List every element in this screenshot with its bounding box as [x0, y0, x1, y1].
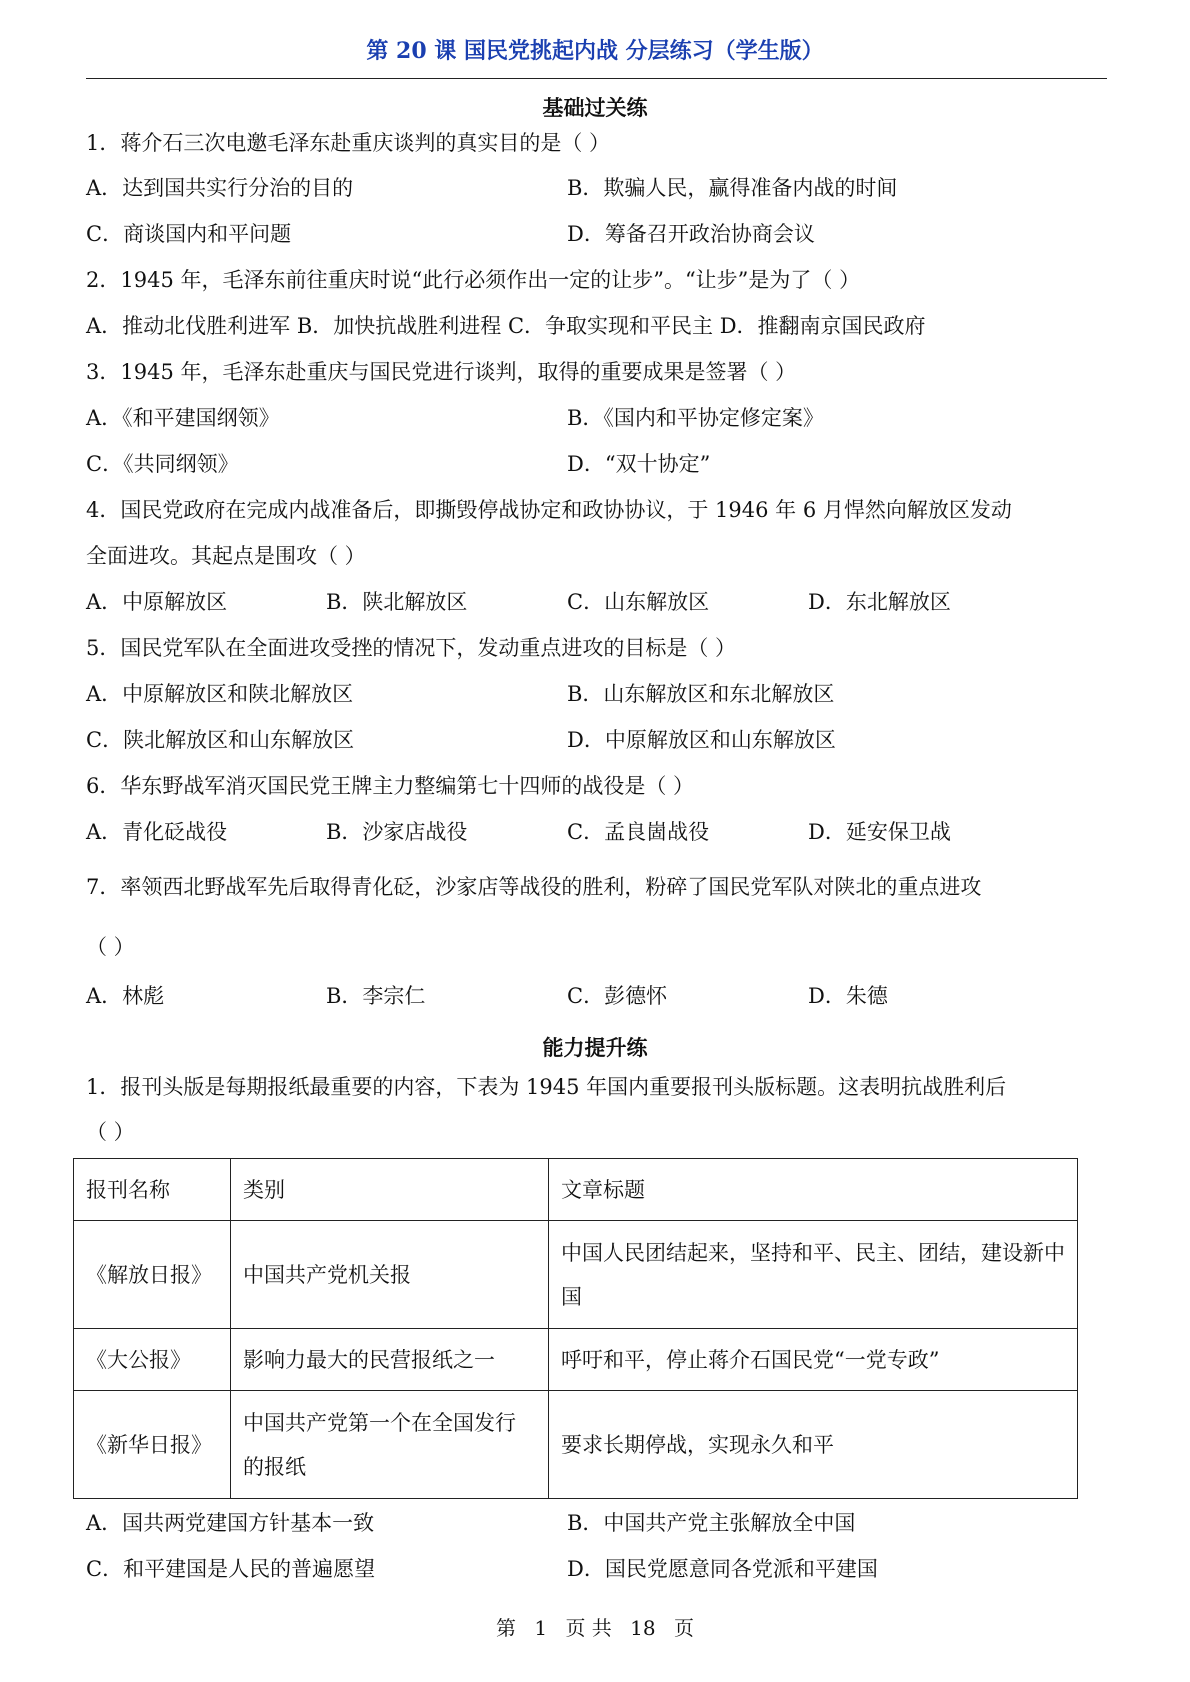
question-7-stem-line-2: （ ）: [86, 935, 135, 959]
question-4-option-b: B．陕北解放区: [326, 590, 468, 614]
advanced-question-1-option-b: B．中国共产党主张解放全中国: [567, 1511, 856, 1535]
question-4-stem-line-1: 4．国民党政府在完成内战准备后，即撕毁停战协定和政协协议，于 1946 年 6 月悍然向解放区发动: [86, 498, 1012, 522]
table-cell: 呼吁和平，停止蒋介石国民党“一党专政”: [549, 1329, 1078, 1391]
question-3-option-d: D．“双十协定”: [567, 452, 711, 476]
footer-middle: 页 共: [565, 1616, 612, 1640]
page-title: 第 20 课 国民党挑起内战 分层练习（学生版）: [366, 38, 824, 64]
table-row: [74, 1221, 1078, 1329]
question-2-stem: 2．1945 年，毛泽东前往重庆时说“此行必须作出一定的让步”。“让步”是为了（ ）: [86, 268, 861, 292]
question-5-option-b: B．山东解放区和东北解放区: [567, 682, 835, 706]
footer-total-pages: 18: [630, 1616, 656, 1640]
question-7-option-d: D．朱德: [808, 984, 888, 1008]
question-3-option-c: C．《共同纲领》: [86, 452, 239, 476]
question-6-stem: 6．华东野战军消灭国民党王牌主力整编第七十四师的战役是（ ）: [86, 774, 695, 798]
header-divider: [86, 78, 1107, 79]
question-5-option-a: A．中原解放区和陕北解放区: [86, 682, 354, 706]
table-cell: 中国共产党机关报: [231, 1221, 549, 1329]
question-1-option-d: D．筹备召开政治协商会议: [567, 222, 815, 246]
question-5-stem: 5．国民党军队在全面进攻受挫的情况下，发动重点进攻的目标是（ ）: [86, 636, 737, 660]
question-7-option-c: C．彭德怀: [567, 984, 668, 1008]
footer-suffix: 页: [673, 1616, 694, 1640]
table-cell: 《大公报》: [74, 1329, 231, 1391]
table-cell: 要求长期停战，实现永久和平: [549, 1391, 1078, 1499]
question-6-option-d: D．延安保卫战: [808, 820, 951, 844]
question-4-stem-line-2: 全面进攻。其起点是围攻（ ）: [86, 544, 366, 568]
table-header-cell: 报刊名称: [74, 1159, 231, 1221]
question-1-option-c: C．商谈国内和平问题: [86, 222, 292, 246]
question-6-option-b: B．沙家店战役: [326, 820, 468, 844]
question-3-option-b: B．《国内和平协定修定案》: [567, 406, 824, 430]
advanced-question-1-stem-line-1: 1．报刊头版是每期报纸最重要的内容，下表为 1945 年国内重要报刊头版标题。这表明抗战胜利后: [86, 1075, 1007, 1099]
table-header-cell: 类别: [231, 1159, 549, 1221]
question-3-option-a: A．《和平建国纲领》: [86, 406, 280, 430]
table-row: [74, 1391, 1078, 1499]
question-1-option-b: B．欺骗人民，赢得准备内战的时间: [567, 176, 898, 200]
question-5-option-d: D．中原解放区和山东解放区: [567, 728, 836, 752]
footer-prefix: 第: [496, 1616, 516, 1640]
question-7-option-a: A．林彪: [86, 984, 165, 1008]
advanced-question-1-option-a: A．国共两党建国方针基本一致: [86, 1511, 375, 1535]
table-cell: 《解放日报》: [74, 1221, 231, 1329]
question-4-option-d: D．东北解放区: [808, 590, 951, 614]
advanced-question-1-option-c: C．和平建国是人民的普遍愿望: [86, 1557, 376, 1581]
question-7-stem-line-1: 7．率领西北野战军先后取得青化砭，沙家店等战役的胜利，粉碎了国民党军队对陕北的重点进攻: [86, 875, 982, 899]
footer-page-number: 1: [534, 1616, 548, 1640]
advanced-question-1-option-d: D．国民党愿意同各党派和平建国: [567, 1557, 878, 1581]
question-6-option-a: A．青化砭战役: [86, 820, 228, 844]
page-footer: [0, 1612, 1190, 1641]
table-row: [74, 1329, 1078, 1391]
newspaper-table: [73, 1158, 1078, 1499]
question-3-stem: 3．1945 年，毛泽东赴重庆与国民党进行谈判，取得的重要成果是签署（ ）: [86, 360, 797, 384]
question-1-option-a: A．达到国共实行分治的目的: [86, 176, 354, 200]
question-7-option-b: B．李宗仁: [326, 984, 426, 1008]
table-cell: 中国共产党第一个在全国发行的报纸: [231, 1391, 549, 1499]
question-5-option-c: C．陕北解放区和山东解放区: [86, 728, 355, 752]
table-header-cell: 文章标题: [549, 1159, 1078, 1221]
table-cell: 中国人民团结起来，坚持和平、民主、团结，建设新中国: [549, 1221, 1078, 1329]
question-2-options: A．推动北伐胜利进军 B．加快抗战胜利进程 C．争取实现和平民主 D．推翻南京国民政府: [86, 314, 926, 338]
section-heading-basic: 基础过关练: [542, 95, 648, 120]
table-cell: 《新华日报》: [74, 1391, 231, 1499]
table-header-row: [74, 1159, 1078, 1221]
question-6-option-c: C．孟良崮战役: [567, 820, 710, 844]
table-cell: 影响力最大的民营报纸之一: [231, 1329, 549, 1391]
question-4-option-a: A．中原解放区: [86, 590, 228, 614]
advanced-question-1-stem-line-2: （ ）: [86, 1120, 135, 1144]
question-1-stem: 1．蒋介石三次电邀毛泽东赴重庆谈判的真实目的是（ ）: [86, 131, 611, 155]
section-heading-advanced: 能力提升练: [542, 1035, 648, 1060]
question-4-option-c: C．山东解放区: [567, 590, 710, 614]
